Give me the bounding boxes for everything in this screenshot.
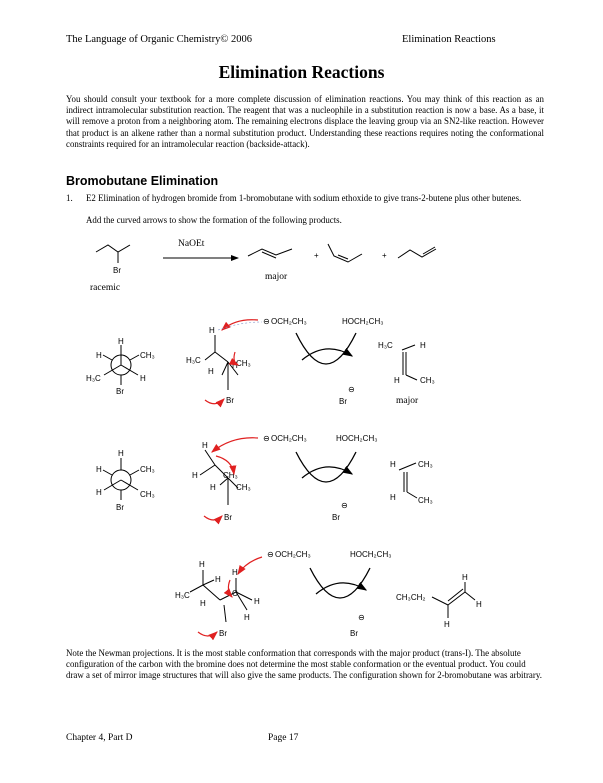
- sawhorse-3: [175, 557, 262, 638]
- racemic-label: racemic: [90, 283, 121, 293]
- svg-text:Br: Br: [219, 629, 227, 638]
- svg-text:H: H: [118, 449, 124, 458]
- plus-2: +: [382, 251, 387, 260]
- svg-text:H: H: [444, 620, 450, 629]
- svg-text:CH₃CH₂: CH₃CH₂: [396, 593, 426, 602]
- svg-text:H: H: [394, 376, 400, 385]
- 1-butene-product: [396, 573, 482, 629]
- cis-2-butene-product: [390, 460, 433, 505]
- plus-1: +: [314, 251, 319, 260]
- page-title: Elimination Reactions: [218, 62, 385, 82]
- svg-text:CH₃: CH₃: [418, 460, 433, 469]
- svg-text:H: H: [390, 493, 396, 502]
- svg-text:H: H: [96, 488, 102, 497]
- note-paragraph: Note the Newman projections. It is the most stable conformation that corresponds with the major product (trans-I). The absolute configuration of the carbon with the bromine does not determine the most stable conformation or the eventual product. You could draw a set of mirror image structures that will also give the same products. The configuration shown for 2-bromobutane was arbitrary.: [66, 648, 542, 681]
- ethanol-1: HOCH₂CH₃: [342, 317, 384, 326]
- svg-text:Br: Br: [332, 513, 340, 522]
- cis-2-butene: [328, 244, 362, 262]
- ethoxide-1: OCH₂CH₃: [271, 317, 307, 326]
- item-text: E2 Elimination of hydrogen bromide from 1-bromobutane with sodium ethoxide to give trans-2-butene plus other butenes.: [86, 193, 522, 203]
- svg-text:H: H: [202, 441, 208, 450]
- newman-projection-1: [86, 337, 155, 396]
- sawhorse-2: [192, 438, 258, 522]
- svg-text:H: H: [96, 351, 102, 360]
- ethanol-3: HOCH₂CH₃: [350, 550, 392, 559]
- svg-text:H: H: [209, 326, 215, 335]
- running-header-right: Elimination Reactions: [402, 34, 496, 45]
- br-label: Br: [113, 266, 121, 275]
- major-label: major: [265, 272, 288, 282]
- svg-text:H: H: [199, 560, 205, 569]
- trans-2-butene-product: [378, 341, 435, 385]
- 1-butene: [398, 247, 436, 258]
- svg-text:CH₃: CH₃: [140, 351, 155, 360]
- item-number: 1.: [66, 193, 73, 203]
- svg-text:H: H: [215, 575, 221, 584]
- svg-text:H: H: [254, 597, 260, 606]
- svg-text:CH₃: CH₃: [140, 465, 155, 474]
- svg-text:⊖: ⊖: [341, 501, 348, 510]
- ethanol-2: HOCH₂CH₃: [336, 434, 378, 443]
- svg-text:⊖: ⊖: [267, 550, 274, 559]
- sawhorse-1: [186, 320, 262, 405]
- svg-text:Br: Br: [116, 503, 124, 512]
- svg-text:H₃C: H₃C: [186, 356, 201, 365]
- svg-text:H₃C: H₃C: [175, 591, 190, 600]
- svg-text:H: H: [462, 573, 468, 582]
- svg-text:CH₃: CH₃: [236, 359, 251, 368]
- svg-text:CH₃: CH₃: [420, 376, 435, 385]
- footer-page-number: Page 17: [268, 733, 299, 743]
- item-instruction: Add the curved arrows to show the formation of the following products.: [86, 215, 342, 225]
- bromobutane-structure: [96, 245, 130, 275]
- svg-text:H: H: [476, 600, 482, 609]
- running-header-left: The Language of Organic Chemistry© 2006: [66, 34, 252, 45]
- svg-text:C: C: [232, 589, 238, 598]
- section-title: Bromobutane Elimination: [66, 174, 219, 188]
- footer-chapter: Chapter 4, Part D: [66, 733, 133, 743]
- svg-text:H₃C: H₃C: [86, 374, 101, 383]
- svg-text:H: H: [200, 599, 206, 608]
- svg-text:H: H: [244, 613, 250, 622]
- svg-text:H: H: [96, 465, 102, 474]
- svg-text:H₃C: H₃C: [378, 341, 393, 350]
- svg-text:H: H: [118, 337, 124, 346]
- newman-projection-2: [96, 449, 155, 512]
- svg-text:Br: Br: [350, 629, 358, 638]
- svg-text:H: H: [390, 460, 396, 469]
- svg-text:H: H: [232, 361, 238, 370]
- ethoxide-3: OCH₂CH₃: [275, 550, 311, 559]
- svg-text:Br: Br: [339, 397, 347, 406]
- svg-text:H: H: [210, 483, 216, 492]
- svg-text:⊖: ⊖: [263, 317, 270, 326]
- svg-text:H: H: [420, 341, 426, 350]
- svg-text:H: H: [192, 471, 198, 480]
- ethoxide-2: OCH₂CH₃: [271, 434, 307, 443]
- reagent-label: NaOEt: [178, 239, 205, 249]
- intro-paragraph: You should consult your textbook for a more complete discussion of elimination reactions. You may think of this reaction as an indirect intramolecular substitution reaction. The reagent that was a nucleophile in a substitution reaction is now a base. As a base, it will remove a proton from a neighboring atom. The remaining electrons displace the leaving group via an SN2-like reaction. However that product is an alkene rather than a normal substitution product. Understanding these reactions requires noting the conformational constraints required for an intramolecular reaction (backside-attack).: [66, 94, 544, 149]
- svg-text:Br: Br: [116, 387, 124, 396]
- svg-text:CH₃: CH₃: [140, 490, 155, 499]
- svg-text:CH₃: CH₃: [236, 483, 251, 492]
- svg-text:Br: Br: [224, 513, 232, 522]
- svg-text:H: H: [232, 568, 238, 577]
- svg-text:⊖: ⊖: [263, 434, 270, 443]
- svg-text:CH₃: CH₃: [223, 471, 238, 480]
- trans-2-butene: [248, 249, 292, 258]
- svg-text:⊖: ⊖: [348, 385, 355, 394]
- major-product-label: major: [396, 396, 419, 406]
- svg-text:H: H: [208, 367, 214, 376]
- svg-text:Br: Br: [226, 396, 234, 405]
- svg-text:⊖: ⊖: [358, 613, 365, 622]
- svg-text:CH₃: CH₃: [418, 496, 433, 505]
- svg-text:H: H: [140, 374, 146, 383]
